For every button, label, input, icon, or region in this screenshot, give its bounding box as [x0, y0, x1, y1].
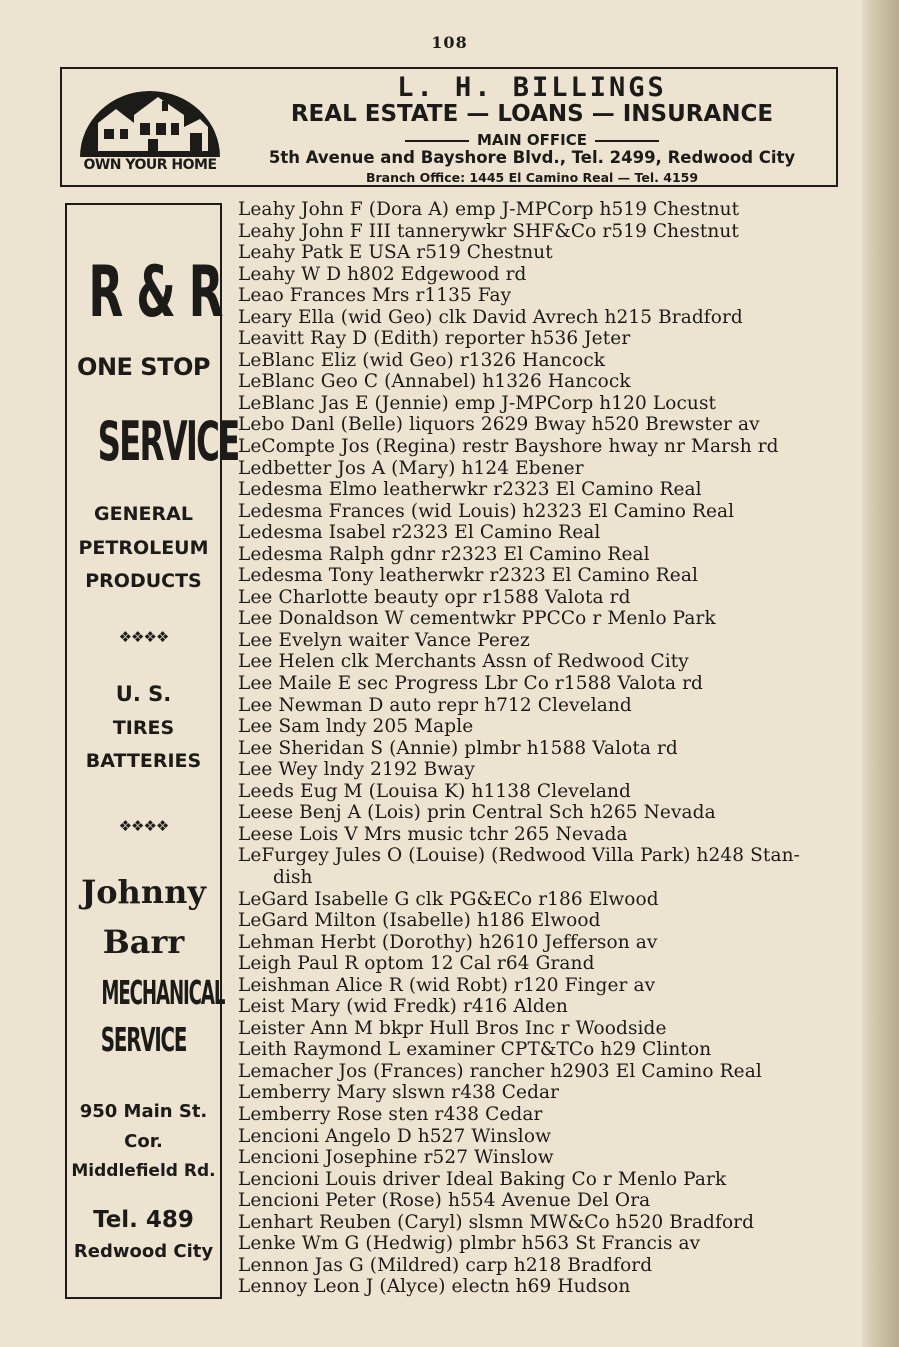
directory-entry: Ledbetter Jos A (Mary) h124 Ebener	[238, 457, 584, 479]
directory-entry: Leary Ella (wid Geo) clk David Avrech h215 Bradford	[238, 306, 743, 328]
directory-entry: Lencioni Josephine r527 Winslow	[238, 1147, 554, 1169]
side-ad-address1: 950 Main St.	[79, 1101, 208, 1122]
ornament-icon: ❖❖❖❖	[118, 817, 169, 835]
ad-title: L. H. BILLINGS	[397, 72, 667, 103]
directory-entry: Leigh Paul R optom 12 Cal r64 Grand	[238, 953, 595, 975]
directory-entry: Leith Raymond L examiner CPT&TCo h29 Clinton	[238, 1039, 712, 1061]
directory-entry: LeCompte Jos (Regina) restr Bayshore hway nr Marsh rd	[238, 436, 779, 458]
directory-entry: Lemberry Rose sten r438 Cedar	[238, 1103, 543, 1125]
directory-entry: Leese Lois V Mrs music tchr 265 Nevada	[238, 823, 628, 845]
directory-entry: dish	[273, 866, 313, 888]
directory-entry: LeGard Isabelle G clk PG&ECo r186 Elwood	[238, 888, 659, 910]
side-ad-address3: Middlefield Rd.	[71, 1161, 216, 1181]
side-ad-line1: GENERAL	[94, 503, 193, 525]
directory-entry: Lee Helen clk Merchants Assn of Redwood City	[238, 651, 689, 673]
side-ad-address2: Cor.	[124, 1131, 163, 1152]
directory-entry: Lee Maile E sec Progress Lbr Co r1588 Valota rd	[238, 673, 704, 695]
directory-listings	[238, 199, 853, 1298]
directory-entry: Ledesma Elmo leatherwkr r2323 El Camino Real	[238, 479, 702, 501]
directory-entry: Lee Sheridan S (Annie) plmbr h1588 Valota rd	[238, 737, 678, 759]
ad-address: 5th Avenue and Bayshore Blvd., Tel. 2499, Redwood City	[268, 148, 796, 167]
directory-entry: Leavitt Ray D (Edith) reporter h536 Jeter	[238, 328, 631, 350]
directory-entry: Leao Frances Mrs r1135 Fay	[238, 285, 512, 307]
house-logo	[76, 79, 224, 179]
directory-entry: Lennon Jas G (Mildred) carp h218 Bradford	[238, 1254, 653, 1276]
directory-entry: LeBlanc Jas E (Jennie) emp J-MPCorp h120 Locust	[238, 392, 717, 414]
header-advertisement	[60, 67, 838, 187]
side-ad-us: U. S.	[115, 682, 172, 706]
side-ad-johnny: Johnny	[81, 873, 206, 911]
directory-entry: Lehman Herbt (Dorothy) h2610 Jefferson av	[238, 931, 658, 953]
directory-entry: LeBlanc Geo C (Annabel) h1326 Hancock	[238, 371, 631, 393]
ornament-icon: ❖❖❖❖	[118, 628, 169, 646]
directory-entry: LeFurgey Jules O (Louise) (Redwood Villa Park) h248 Stan-	[238, 845, 800, 867]
directory-entry: Leist Mary (wid Fredk) r416 Alden	[238, 996, 568, 1018]
directory-entry: Lemberry Mary slswn r438 Cedar	[238, 1082, 560, 1104]
side-ad-tagline: ONE STOP	[77, 353, 210, 381]
side-ad-city: Redwood City	[73, 1241, 214, 1262]
directory-entry: Ledesma Tony leatherwkr r2323 El Camino Real	[238, 565, 698, 587]
house-icon	[76, 79, 224, 159]
directory-entry: Lennoy Leon J (Alyce) electn h69 Hudson	[238, 1276, 631, 1298]
side-ad-service: SERVICE	[97, 410, 239, 473]
directory-entry: Leahy W D h802 Edgewood rd	[238, 263, 527, 285]
directory-entry: Leese Benj A (Lois) prin Central Sch h265 Nevada	[238, 802, 716, 824]
directory-entry: LeBlanc Eliz (wid Geo) r1326 Hancock	[238, 349, 606, 371]
logo-text: OWN YOUR HOME	[83, 157, 217, 173]
directory-entry: Leeds Eug M (Louisa K) h1138 Cleveland	[238, 780, 631, 802]
rule-left	[405, 140, 469, 142]
side-ad-tel: Tel. 489	[93, 1207, 194, 1233]
side-ad-brand: R & R	[88, 251, 223, 333]
directory-entry: Leahy Patk E USA r519 Chestnut	[238, 242, 553, 264]
directory-entry: Ledesma Isabel r2323 El Camino Real	[238, 522, 601, 544]
rule-right	[595, 140, 659, 142]
directory-entry: Lee Charlotte beauty opr r1588 Valota rd	[238, 586, 631, 608]
directory-entry: Leahy John F (Dora A) emp J-MPCorp h519 Chestnut	[238, 199, 740, 220]
directory-entry: Ledesma Ralph gdnr r2323 El Camino Real	[238, 543, 650, 565]
directory-entry: Lee Wey lndy 2192 Bway	[238, 759, 475, 781]
directory-entry: Lemacher Jos (Frances) rancher h2903 El Camino Real	[238, 1060, 762, 1082]
directory-entry: LeGard Milton (Isabelle) h186 Elwood	[238, 910, 601, 932]
side-ad-barr: Barr	[102, 923, 185, 961]
directory-entry: Lee Newman D auto repr h712 Cleveland	[238, 694, 632, 716]
directory-entry: Lenhart Reuben (Caryl) slsmn MW&Co h520 Bradford	[238, 1211, 755, 1233]
directory-entry: Lee Evelyn waiter Vance Perez	[238, 629, 530, 651]
side-advertisement	[65, 203, 239, 1299]
side-ad-mechanical: MECHANICAL	[101, 973, 225, 1012]
directory-entry: Lee Donaldson W cementwkr PPCCo r Menlo Park	[238, 608, 716, 630]
directory-entry: Lee Sam lndy 205 Maple	[238, 716, 474, 738]
side-ad-mech-service: SERVICE	[100, 1020, 187, 1059]
side-ad-line2: PETROLEUM	[78, 537, 209, 559]
directory-entry: Lencioni Louis driver Ideal Baking Co r Menlo Park	[238, 1168, 727, 1190]
directory-entry: Lenke Wm G (Hedwig) plmbr h563 St Francis av	[238, 1233, 701, 1255]
directory-entry: Leahy John F III tannerywkr SHF&Co r519 Chestnut	[238, 220, 739, 242]
side-ad-batteries: BATTERIES	[85, 750, 202, 772]
office-label-text: MAIN OFFICE	[477, 131, 587, 149]
directory-entry: Lencioni Peter (Rose) h554 Avenue Del Ora	[238, 1190, 651, 1212]
ad-branch: Branch Office: 1445 El Camino Real — Tel. 4159	[365, 170, 699, 185]
directory-entry: Lebo Danl (Belle) liquors 2629 Bway h520 Brewster av	[238, 414, 760, 436]
page-edge	[862, 0, 899, 1347]
side-ad-line3: PRODUCTS	[85, 570, 202, 592]
side-ad-tires: TIRES	[112, 717, 175, 739]
directory-entry: Lencioni Angelo D h527 Winslow	[238, 1125, 552, 1147]
directory-entry: Leishman Alice R (wid Robt) r120 Finger av	[238, 974, 656, 996]
ad-office-label	[232, 131, 832, 149]
directory-entry: Ledesma Frances (wid Louis) h2323 El Camino Real	[238, 500, 735, 522]
page-number: 108	[431, 33, 468, 52]
ad-subtitle: REAL ESTATE — LOANS — INSURANCE	[290, 101, 774, 127]
directory-entry: Leister Ann M bkpr Hull Bros Inc r Woodside	[238, 1017, 667, 1039]
